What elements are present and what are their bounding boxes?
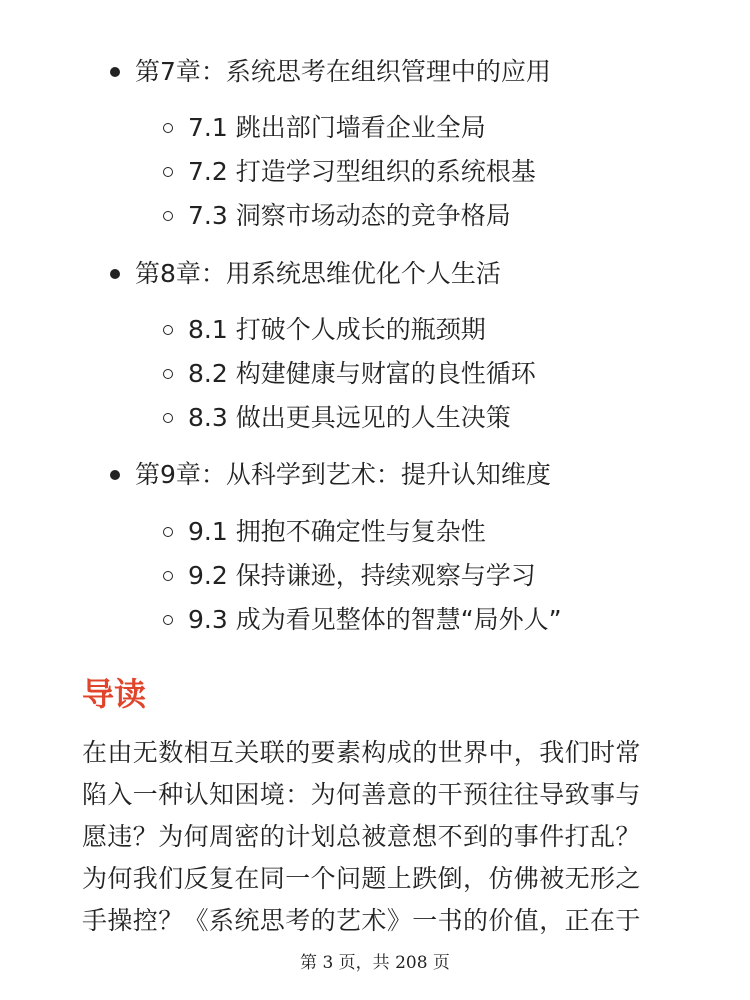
bullet-circle-icon [163, 211, 173, 221]
bullet-circle-icon [163, 123, 173, 133]
bullet-circle-icon [163, 413, 173, 423]
intro-paragraph-line-3: 愿违？为何周密的计划总被意想不到的事件打乱？ [82, 822, 641, 851]
section-title: 9.3 成为看见整体的智慧“局外人” [188, 605, 562, 634]
bullet-dot-icon [110, 470, 120, 480]
chapter-title: 第8章：用系统思维优化个人生活 [135, 259, 501, 288]
section-title: 7.3 洞察市场动态的竞争格局 [188, 201, 511, 230]
bullet-dot-icon [110, 67, 120, 77]
bullet-circle-icon [163, 167, 173, 177]
bullet-circle-icon [163, 615, 173, 625]
intro-heading: 导读 [82, 675, 147, 713]
bullet-circle-icon [163, 571, 173, 581]
section-title: 8.3 做出更具远见的人生决策 [188, 403, 511, 432]
section-title: 9.1 拥抱不确定性与复杂性 [188, 517, 486, 546]
intro-paragraph-line-4: 为何我们反复在同一个问题上跌倒，仿佛被无形之 [82, 864, 641, 893]
section-title: 7.2 打造学习型组织的系统根基 [188, 157, 536, 186]
section-title: 8.1 打破个人成长的瓶颈期 [188, 315, 486, 344]
intro-paragraph-line-5: 手操控？《系统思考的艺术》一书的价值，正在于 [82, 906, 641, 935]
bullet-circle-icon [163, 325, 173, 335]
intro-paragraph-line-1: 在由无数相互关联的要素构成的世界中，我们时常 [82, 738, 641, 767]
chapter-title: 第7章：系统思考在组织管理中的应用 [135, 57, 551, 86]
section-title: 9.2 保持谦逊，持续观察与学习 [188, 561, 536, 590]
chapter-title: 第9章：从科学到艺术：提升认知维度 [135, 460, 551, 489]
bullet-circle-icon [163, 527, 173, 537]
section-title: 7.1 跳出部门墙看企业全局 [188, 113, 486, 142]
intro-paragraph-line-2: 陷入一种认知困境：为何善意的干预往往导致事与 [82, 780, 641, 809]
section-title: 8.2 构建健康与财富的良性循环 [188, 359, 536, 388]
bullet-circle-icon [163, 369, 173, 379]
page-number: 第 3 页，共 208 页 [300, 953, 450, 973]
bullet-dot-icon [110, 269, 120, 279]
